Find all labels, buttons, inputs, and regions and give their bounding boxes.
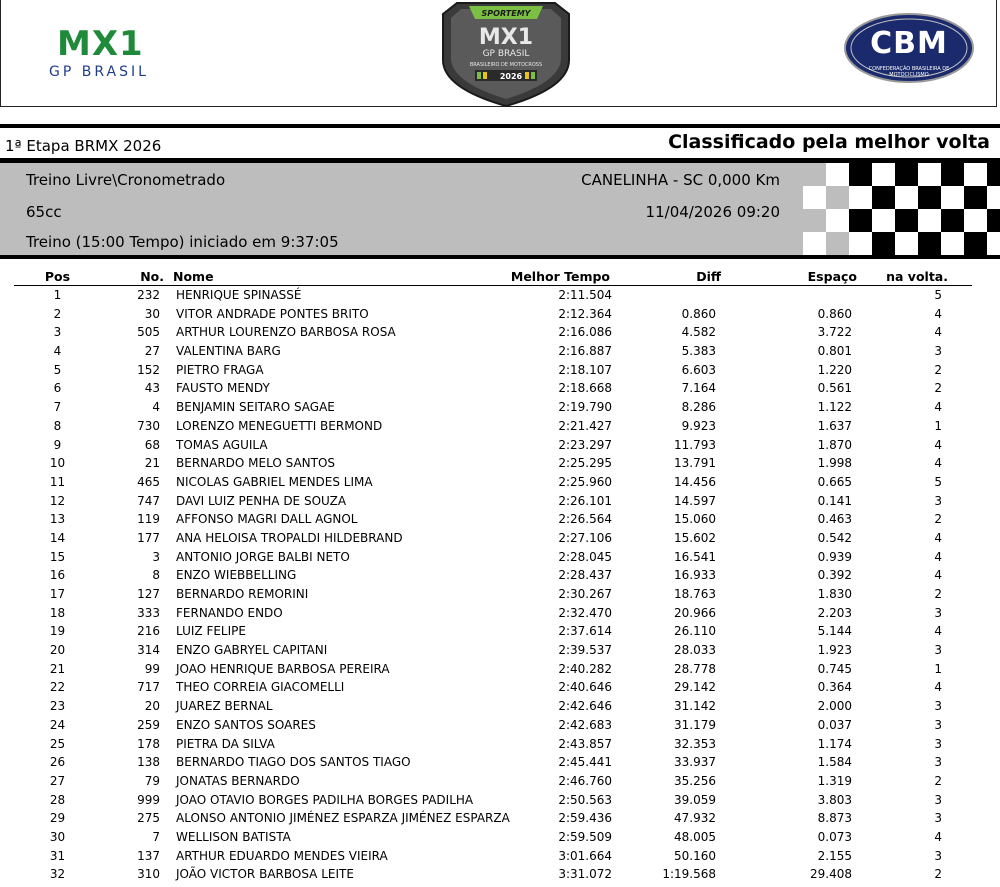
table-row xyxy=(0,343,1000,362)
header-best-time: Melhor Tempo xyxy=(510,269,610,284)
shield-tag-text: BRASILEIRO DE MOTOCROSS xyxy=(469,62,543,68)
lap-cell: 4 xyxy=(934,325,942,340)
name-cell: PIETRA DA SILVA xyxy=(176,736,275,751)
name-cell: DAVI LUIZ PENHA DE SOUZA xyxy=(176,493,347,508)
number-cell: 232 xyxy=(137,288,160,302)
diff-cell: 14.456 xyxy=(674,474,716,489)
table-row xyxy=(0,698,1000,717)
header-gap: Espaço xyxy=(807,269,857,284)
pos-cell: 29 xyxy=(49,811,66,826)
pos-cell: 17 xyxy=(49,587,66,601)
number-cell: 119 xyxy=(137,512,160,527)
lap-cell: 3 xyxy=(934,643,942,658)
diff-cell: 47.932 xyxy=(674,811,716,826)
table-row xyxy=(0,754,1000,773)
lap-cell: 2 xyxy=(934,381,942,396)
diff-cell: 6.603 xyxy=(681,362,716,377)
number-cell: 259 xyxy=(137,717,160,732)
name-cell: ENZO SANTOS SOARES xyxy=(176,717,316,732)
number-cell: 20 xyxy=(144,699,160,714)
number-cell: 216 xyxy=(137,624,160,639)
gap-cell: 0.801 xyxy=(817,344,852,359)
number-cell: 4 xyxy=(152,400,160,415)
lap-cell: 4 xyxy=(934,624,942,639)
diff-cell: 50.160 xyxy=(674,848,716,863)
diff-cell: 16.933 xyxy=(674,568,716,583)
number-cell: 310 xyxy=(137,867,160,882)
table-row xyxy=(0,287,1000,306)
name-cell: ENZO WIEBBELLING xyxy=(176,568,297,583)
gap-cell: 1.319 xyxy=(817,773,852,788)
shield-main-text: MX1 xyxy=(478,25,534,50)
number-cell: 99 xyxy=(144,661,160,676)
diff-cell: 29.142 xyxy=(674,680,716,695)
best-time-cell: 2:45.441 xyxy=(558,755,612,770)
diff-cell: 1:19.568 xyxy=(662,867,716,882)
lap-cell: 3 xyxy=(934,605,942,620)
pos-cell: 31 xyxy=(49,848,66,863)
lap-cell: 4 xyxy=(934,568,942,583)
diff-cell: 35.256 xyxy=(674,773,716,788)
diff-cell: 15.060 xyxy=(674,512,716,527)
number-cell: 275 xyxy=(137,811,160,826)
best-time-cell: 3:01.664 xyxy=(558,848,612,863)
lap-cell: 2 xyxy=(934,362,942,377)
number-cell: 178 xyxy=(137,736,160,751)
gap-cell: 1.830 xyxy=(817,587,852,601)
lap-cell: 3 xyxy=(934,717,942,732)
header-diff: Diff xyxy=(696,269,721,284)
diff-cell: 4.582 xyxy=(681,325,716,340)
best-time-cell: 2:27.106 xyxy=(558,530,612,545)
table-row xyxy=(0,661,1000,680)
header-pos: Pos xyxy=(44,269,71,284)
table-row xyxy=(0,736,1000,755)
pos-cell: 25 xyxy=(49,736,66,751)
name-cell: JONATAS BERNARDO xyxy=(176,773,300,788)
pos-cell: 26 xyxy=(49,755,66,770)
name-cell: ALONSO ANTONIO JIMÉNEZ ESPARZA JIMÉNEZ ESPARZA xyxy=(176,811,510,826)
lap-cell: 1 xyxy=(934,661,942,676)
cbm-logo xyxy=(843,12,975,84)
pos-cell: 8 xyxy=(53,418,62,433)
table-row xyxy=(0,848,1000,867)
number-cell: 27 xyxy=(144,344,160,359)
gap-cell: 1.637 xyxy=(817,418,852,433)
diff-cell: 28.778 xyxy=(674,661,716,676)
name-cell: JOÃO VICTOR BARBOSA LEITE xyxy=(176,867,354,882)
best-time-cell: 2:59.436 xyxy=(558,811,612,826)
lap-cell: 2 xyxy=(934,587,942,601)
name-cell: BENJAMIN SEITARO SAGAE xyxy=(176,400,335,415)
best-time-cell: 3:31.072 xyxy=(558,867,612,882)
lap-cell: 3 xyxy=(934,344,942,359)
session-datetime: 11/04/2026 09:20 xyxy=(645,203,780,221)
table-row xyxy=(0,474,1000,493)
best-time-cell: 2:40.646 xyxy=(558,680,612,695)
lap-cell: 3 xyxy=(934,811,942,826)
best-time-cell: 2:26.101 xyxy=(558,493,612,508)
category: 65cc xyxy=(26,203,62,221)
best-time-cell: 2:46.760 xyxy=(558,773,612,788)
diff-cell: 16.541 xyxy=(674,549,716,564)
pos-cell: 16 xyxy=(49,568,66,583)
name-cell: VITOR ANDRADE PONTES BRITO xyxy=(176,306,369,321)
diff-cell: 31.179 xyxy=(674,717,716,732)
number-cell: 137 xyxy=(137,848,160,863)
diff-cell: 5.383 xyxy=(681,344,716,359)
gap-cell: 2.155 xyxy=(817,848,852,863)
table-row xyxy=(0,623,1000,642)
table-row xyxy=(0,642,1000,661)
gap-cell: 8.873 xyxy=(817,811,852,826)
name-cell: NICOLAS GABRIEL MENDES LIMA xyxy=(176,474,373,489)
pos-cell: 22 xyxy=(49,680,66,695)
gap-cell: 1.923 xyxy=(817,643,852,658)
header-name: Nome xyxy=(173,269,214,284)
table-row xyxy=(0,586,1000,605)
table-row xyxy=(0,530,1000,549)
table-row xyxy=(0,792,1000,811)
pos-cell: 24 xyxy=(49,717,66,732)
pos-cell: 1 xyxy=(53,288,62,302)
number-cell: 127 xyxy=(137,587,160,601)
pos-cell: 2 xyxy=(53,306,62,321)
table-row xyxy=(0,866,1000,885)
table-row xyxy=(0,810,1000,829)
lap-cell: 4 xyxy=(934,306,942,321)
table-row xyxy=(0,717,1000,736)
table-row xyxy=(0,829,1000,848)
gap-cell: 29.408 xyxy=(810,867,852,882)
best-time-cell: 2:37.614 xyxy=(558,624,612,639)
pos-cell: 11 xyxy=(49,474,66,489)
mx1-shield-logo xyxy=(439,0,573,108)
number-cell: 314 xyxy=(137,643,160,658)
name-cell: BERNARDO REMORINI xyxy=(176,587,309,601)
name-cell: TOMAS AGUILA xyxy=(176,437,268,452)
lap-cell: 3 xyxy=(934,736,942,751)
best-time-cell: 2:26.564 xyxy=(558,512,612,527)
header-banner xyxy=(0,0,997,107)
name-cell: WELLISON BATISTA xyxy=(176,829,291,844)
lap-cell: 2 xyxy=(934,867,942,882)
name-cell: BERNARDO TIAGO DOS SANTOS TIAGO xyxy=(176,755,411,770)
gap-cell: 0.561 xyxy=(817,381,852,396)
lap-cell: 4 xyxy=(934,400,942,415)
pos-cell: 27 xyxy=(49,773,66,788)
best-time-cell: 2:50.563 xyxy=(558,792,612,807)
name-cell: JUAREZ BERNAL xyxy=(176,699,273,714)
name-cell: ARTHUR LOURENZO BARBOSA ROSA xyxy=(176,325,396,340)
gap-cell: 0.939 xyxy=(817,549,852,564)
lap-cell: 3 xyxy=(934,848,942,863)
pos-cell: 14 xyxy=(49,530,66,545)
number-cell: 79 xyxy=(144,773,160,788)
number-cell: 717 xyxy=(137,680,160,695)
checkered-flag-icon xyxy=(780,163,1000,255)
table-row xyxy=(0,380,1000,399)
number-cell: 177 xyxy=(137,530,160,545)
gap-cell: 1.870 xyxy=(817,437,852,452)
best-time-cell: 2:42.646 xyxy=(558,699,612,714)
name-cell: HENRIQUE SPINASSÉ xyxy=(176,288,302,302)
table-row xyxy=(0,567,1000,586)
number-cell: 999 xyxy=(137,792,160,807)
name-cell: ANA HELOISA TROPALDI HILDEBRAND xyxy=(176,530,403,545)
session-type: Treino Livre\Cronometrado xyxy=(26,171,226,189)
table-row xyxy=(0,605,1000,624)
name-cell: VALENTINA BARG xyxy=(176,344,281,359)
session-info-block xyxy=(0,163,1000,255)
number-cell: 747 xyxy=(137,493,160,508)
divider xyxy=(0,124,1000,128)
lap-cell: 3 xyxy=(934,755,942,770)
lap-cell: 1 xyxy=(934,418,942,433)
best-time-cell: 2:19.790 xyxy=(558,400,612,415)
number-cell: 8 xyxy=(152,568,160,583)
diff-cell: 0.860 xyxy=(681,306,716,321)
table-row xyxy=(0,324,1000,343)
diff-cell: 9.923 xyxy=(681,418,716,433)
pos-cell: 10 xyxy=(49,456,66,471)
shield-logo-icon xyxy=(439,0,573,108)
table-row xyxy=(0,437,1000,456)
shield-year-text: 2026 xyxy=(499,72,523,81)
best-time-cell: 2:39.537 xyxy=(558,643,612,658)
best-time-cell: 2:28.437 xyxy=(558,568,612,583)
pos-cell: 7 xyxy=(53,400,62,415)
pos-cell: 5 xyxy=(53,362,62,377)
diff-cell: 32.353 xyxy=(674,736,716,751)
lap-cell: 4 xyxy=(934,829,942,844)
best-time-cell: 2:25.960 xyxy=(558,474,612,489)
results-table-header xyxy=(0,268,1000,285)
pos-cell: 20 xyxy=(49,643,66,658)
gap-cell: 1.220 xyxy=(817,362,852,377)
location: CANELINHA - SC 0,000 Km xyxy=(581,171,780,189)
best-time-cell: 2:59.509 xyxy=(558,829,612,844)
number-cell: 30 xyxy=(144,306,160,321)
name-cell: LUIZ FELIPE xyxy=(176,624,246,639)
best-time-cell: 2:18.107 xyxy=(558,362,612,377)
header-underline xyxy=(14,285,972,286)
diff-cell: 7.164 xyxy=(681,381,716,396)
pos-cell: 18 xyxy=(49,605,66,620)
number-cell: 68 xyxy=(144,437,160,452)
best-time-cell: 2:40.282 xyxy=(558,661,612,676)
best-time-cell: 2:25.295 xyxy=(558,456,612,471)
number-cell: 152 xyxy=(137,362,160,377)
gap-cell: 3.722 xyxy=(817,325,852,340)
gap-cell: 3.803 xyxy=(817,792,852,807)
gap-cell: 0.860 xyxy=(817,306,852,321)
gp-brasil-logo-text: GP BRASIL xyxy=(49,64,149,80)
results-table-body xyxy=(0,287,1000,885)
pos-cell: 3 xyxy=(53,325,62,340)
lap-cell: 5 xyxy=(934,474,942,489)
number-cell: 138 xyxy=(137,755,160,770)
name-cell: BERNARDO MELO SANTOS xyxy=(176,456,336,471)
name-cell: ARTHUR EDUARDO MENDES VIEIRA xyxy=(176,848,388,863)
header-number: No. xyxy=(140,269,164,284)
name-cell: JOAO OTAVIO BORGES PADILHA BORGES PADILHA xyxy=(176,792,474,807)
gap-cell: 0.745 xyxy=(817,661,852,676)
pos-cell: 28 xyxy=(49,792,66,807)
diff-cell: 39.059 xyxy=(674,792,716,807)
name-cell: JOAO HENRIQUE BARBOSA PEREIRA xyxy=(176,661,390,676)
name-cell: ANTONIO JORGE BALBI NETO xyxy=(176,549,350,564)
name-cell: FAUSTO MENDY xyxy=(176,381,270,396)
number-cell: 43 xyxy=(144,381,160,396)
gap-cell: 1.174 xyxy=(817,736,852,751)
number-cell: 465 xyxy=(137,474,160,489)
table-row xyxy=(0,511,1000,530)
table-row xyxy=(0,306,1000,325)
number-cell: 7 xyxy=(152,829,160,844)
lap-cell: 2 xyxy=(934,512,942,527)
lap-cell: 4 xyxy=(934,530,942,545)
table-row xyxy=(0,549,1000,568)
diff-cell: 20.966 xyxy=(674,605,716,620)
diff-cell: 11.793 xyxy=(674,437,716,452)
session-start: Treino (15:00 Tempo) iniciado em 9:37:05 xyxy=(26,233,339,251)
name-cell: FERNANDO ENDO xyxy=(176,605,283,620)
gap-cell: 0.665 xyxy=(817,474,852,489)
pos-cell: 9 xyxy=(53,437,62,452)
gap-cell: 1.998 xyxy=(817,456,852,471)
pos-cell: 13 xyxy=(49,512,66,527)
gap-cell: 2.203 xyxy=(817,605,852,620)
cbm-logo-subtext: CONFEDERAÇÃO BRASILEIRA DE MOTOCICLISMO xyxy=(868,66,950,78)
table-row xyxy=(0,679,1000,698)
gap-cell: 0.073 xyxy=(817,829,852,844)
pos-cell: 6 xyxy=(53,381,62,396)
name-cell: LORENZO MENEGUETTI BERMOND xyxy=(176,418,383,433)
table-row xyxy=(0,362,1000,381)
table-row xyxy=(0,493,1000,512)
mx1-gp-brasil-logo xyxy=(45,24,185,84)
gap-cell: 1.584 xyxy=(817,755,852,770)
lap-cell: 4 xyxy=(934,456,942,471)
diff-cell: 14.597 xyxy=(674,493,716,508)
diff-cell: 15.602 xyxy=(674,530,716,545)
lap-cell: 4 xyxy=(934,680,942,695)
diff-cell: 31.142 xyxy=(674,699,716,714)
pos-cell: 21 xyxy=(49,661,66,676)
name-cell: THEO CORREIA GIACOMELLI xyxy=(176,680,345,695)
lap-cell: 3 xyxy=(934,699,942,714)
gap-cell: 0.141 xyxy=(817,493,852,508)
number-cell: 21 xyxy=(144,456,160,471)
shield-sub-text: GP BRASIL xyxy=(482,49,530,59)
best-time-cell: 2:16.887 xyxy=(558,344,612,359)
number-cell: 730 xyxy=(137,418,160,433)
best-time-cell: 2:43.857 xyxy=(558,736,612,751)
classification-title: Classificado pela melhor volta xyxy=(668,131,990,153)
best-time-cell: 2:12.364 xyxy=(558,306,612,321)
diff-cell: 26.110 xyxy=(674,624,716,639)
best-time-cell: 2:23.297 xyxy=(558,437,612,452)
pos-cell: 4 xyxy=(53,344,62,359)
pos-cell: 15 xyxy=(49,549,66,564)
lap-cell: 3 xyxy=(934,792,942,807)
gap-cell: 2.000 xyxy=(817,699,852,714)
lap-cell: 4 xyxy=(934,437,942,452)
lap-cell: 4 xyxy=(934,549,942,564)
best-time-cell: 2:21.427 xyxy=(558,418,612,433)
cbm-logo-text: CBM xyxy=(870,26,948,61)
best-time-cell: 2:42.683 xyxy=(558,717,612,732)
diff-cell: 13.791 xyxy=(674,456,716,471)
diff-cell: 18.763 xyxy=(674,587,716,601)
name-cell: AFFONSO MAGRI DALL AGNOL xyxy=(176,512,358,527)
best-time-cell: 2:32.470 xyxy=(558,605,612,620)
diff-cell: 48.005 xyxy=(674,829,716,844)
header-lap: na volta. xyxy=(886,269,948,284)
divider xyxy=(0,255,1000,259)
diff-cell: 33.937 xyxy=(674,755,716,770)
gap-cell: 0.037 xyxy=(817,717,852,732)
lap-cell: 5 xyxy=(934,288,942,302)
gap-cell: 5.144 xyxy=(817,624,852,639)
best-time-cell: 2:30.267 xyxy=(558,587,612,601)
pos-cell: 32 xyxy=(49,867,66,882)
table-row xyxy=(0,773,1000,792)
table-row xyxy=(0,399,1000,418)
name-cell: PIETRO FRAGA xyxy=(176,362,264,377)
gap-cell: 0.463 xyxy=(817,512,852,527)
event-title: 1ª Etapa BRMX 2026 xyxy=(5,137,162,155)
mx1-logo-text: MX1 xyxy=(57,24,144,64)
diff-cell: 8.286 xyxy=(681,400,716,415)
name-cell: ENZO GABRYEL CAPITANI xyxy=(176,643,328,658)
lap-cell: 2 xyxy=(934,773,942,788)
gap-cell: 0.392 xyxy=(817,568,852,583)
gap-cell: 1.122 xyxy=(817,400,852,415)
table-row xyxy=(0,418,1000,437)
pos-cell: 30 xyxy=(49,829,66,844)
best-time-cell: 2:11.504 xyxy=(558,288,612,302)
shield-top-text: SPORTEMY xyxy=(481,9,531,18)
number-cell: 3 xyxy=(152,549,160,564)
number-cell: 333 xyxy=(137,605,160,620)
pos-cell: 23 xyxy=(49,699,66,714)
number-cell: 505 xyxy=(137,325,160,340)
best-time-cell: 2:16.086 xyxy=(558,325,612,340)
gap-cell: 0.542 xyxy=(817,530,852,545)
pos-cell: 12 xyxy=(49,493,66,508)
table-row xyxy=(0,455,1000,474)
pos-cell: 19 xyxy=(49,624,66,639)
lap-cell: 3 xyxy=(934,493,942,508)
best-time-cell: 2:28.045 xyxy=(558,549,612,564)
best-time-cell: 2:18.668 xyxy=(558,381,612,396)
diff-cell: 28.033 xyxy=(674,643,716,658)
gap-cell: 0.364 xyxy=(817,680,852,695)
